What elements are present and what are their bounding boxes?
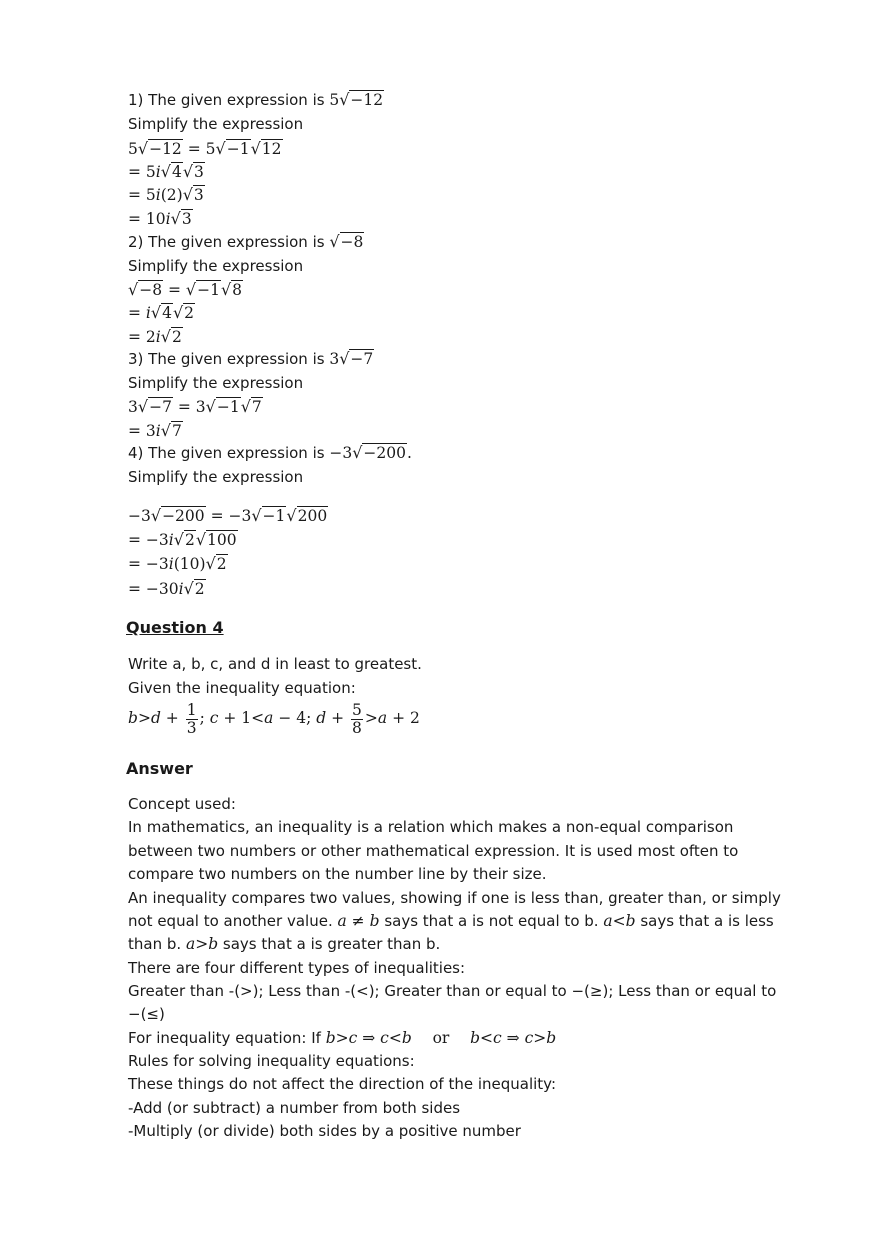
math-step: = 3i√7 xyxy=(128,421,182,440)
item-3-intro: 3) The given expression is 3√−7 xyxy=(128,349,374,368)
math-expression: 5√−12 xyxy=(329,90,384,109)
math-step: 3√−7 = 3√−1√7 xyxy=(128,397,262,416)
paragraph-line: compare two numbers on the number line by their size. xyxy=(128,865,547,883)
math-step: = −3i√2√100 xyxy=(128,530,237,549)
paragraph-line: Greater than -(>); Less than -(<); Greater than or equal to −(≥); Less than or equal to xyxy=(128,982,777,1000)
paragraph-line: There are four different types of inequalities: xyxy=(128,959,466,977)
paragraph-line: −(≤) xyxy=(128,1005,165,1023)
paragraph-line: Rules for solving inequality equations: xyxy=(128,1052,415,1070)
math-expression: √−8 xyxy=(329,232,364,251)
concept-label: Concept used: xyxy=(128,795,236,813)
math-step: −3√−200 = −3√−1√200 xyxy=(128,506,328,525)
math-step: = −3i(10)√2 xyxy=(128,554,227,573)
item-4-intro: 4) The given expression is −3√−200. xyxy=(128,443,412,462)
math-step: √−8 = √−1√8 xyxy=(128,280,243,299)
math-step: = 2i√2 xyxy=(128,327,182,346)
question-4-given: Given the inequality equation: xyxy=(128,679,356,697)
paragraph-line: These things do not affect the direction of the inequality: xyxy=(128,1075,557,1093)
answer-heading: Answer xyxy=(126,759,193,778)
paragraph-line: -Multiply (or divide) both sides by a positive number xyxy=(128,1122,521,1140)
paragraph-line: An inequality compares two values, showing if one is less than, greater than, or simply xyxy=(128,889,781,907)
question-4-heading: Question 4 xyxy=(126,618,224,637)
item-4-simplify: Simplify the expression xyxy=(128,468,304,486)
paragraph-line: -Add (or subtract) a number from both sides xyxy=(128,1099,461,1117)
paragraph-line: between two numbers or other mathematical expression. It is used most often to xyxy=(128,842,739,860)
item-1-intro: 1) The given expression is 5√−12 xyxy=(128,90,384,109)
item-3-simplify: Simplify the expression xyxy=(128,374,304,392)
inequality-equation: b>d + $\frac{1}{3}$ ; c + 1<a − 4; d + $\frac{5}{8}$ >a + 2 xyxy=(128,700,420,737)
item-2-intro: 2) The given expression is √−8 xyxy=(128,232,364,251)
math-step: = 5i(2)√3 xyxy=(128,185,204,204)
item-2-simplify: Simplify the expression xyxy=(128,257,304,275)
paragraph-line: not equal to another value. a ≠ b says that a is not equal to b. a<b says that a is less xyxy=(128,912,774,930)
paragraph-line: In mathematics, an inequality is a relation which makes a non-equal comparison xyxy=(128,818,734,836)
math-step: = 10i√3 xyxy=(128,209,192,228)
math-step: = i√4√2 xyxy=(128,303,195,322)
question-4-prompt: Write a, b, c, and d in least to greatest. xyxy=(128,655,422,673)
paragraph-line: than b. a>b says that a is greater than b. xyxy=(128,935,441,953)
math-step: 5√−12 = 5√−1√12 xyxy=(128,139,282,158)
math-step: = −30i√2 xyxy=(128,579,205,598)
paragraph-line: For inequality equation: If b>c ⇒ c<b or b<c ⇒ c>b xyxy=(128,1029,557,1047)
item-1-simplify: Simplify the expression xyxy=(128,115,304,133)
math-step: = 5i√4√3 xyxy=(128,162,204,181)
math-expression: 3√−7 xyxy=(329,349,374,368)
math-expression: −3√−200. xyxy=(329,443,412,462)
